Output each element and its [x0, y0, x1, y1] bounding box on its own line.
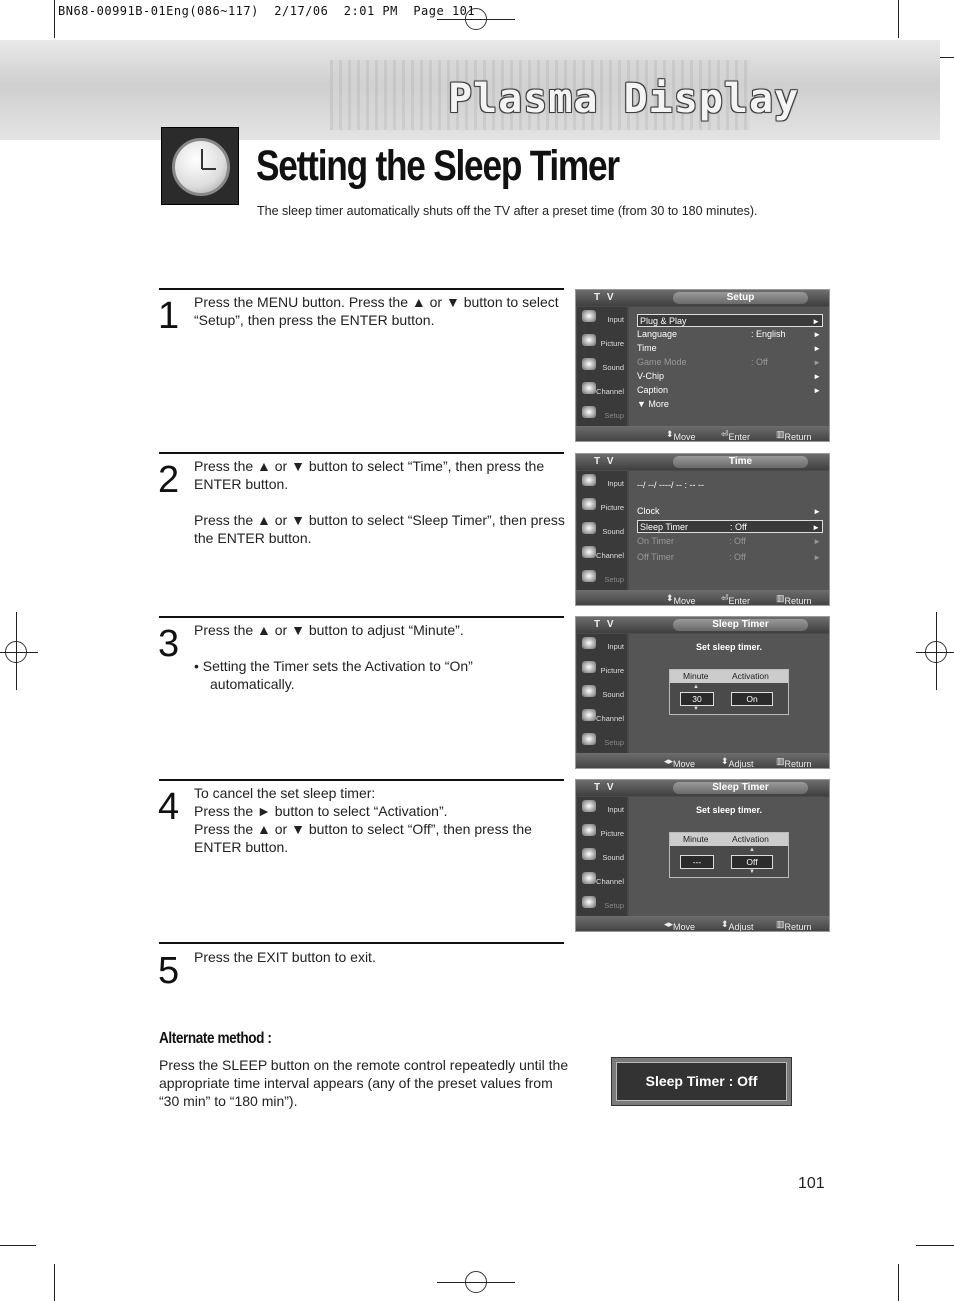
osd-row: Time ►	[637, 343, 821, 353]
osd-row: Plug & Play ►	[637, 314, 823, 327]
enter-hint: ⏎ Enter	[721, 429, 751, 442]
return-hint: ▥ Return	[776, 429, 812, 442]
enter-hint: ⏎ Enter	[721, 593, 751, 606]
osd-tv-label: T V	[594, 292, 616, 303]
step-paragraph: Press the ► button to select “Activation”.	[194, 803, 448, 819]
step-text	[194, 621, 566, 693]
step-divider	[159, 942, 564, 944]
step-number: 4	[158, 786, 180, 828]
input-icon	[582, 474, 596, 486]
osd-sidebar	[577, 797, 627, 917]
crop-mark	[916, 1245, 954, 1246]
osd-footer	[576, 916, 830, 932]
osd-side-input: Input	[579, 634, 627, 657]
picture-icon	[582, 661, 596, 673]
osd-row: ▼ More	[637, 399, 669, 409]
osd-footer	[576, 753, 830, 769]
osd-side-input: Input	[579, 307, 627, 330]
page-subtitle: The sleep timer automatically shuts off the TV after a preset time (from 30 to 180 minutes).	[257, 204, 758, 218]
osd-side-picture: Picture	[579, 331, 627, 354]
osd-side-sound: Sound	[579, 519, 627, 542]
return-hint: ▥ Return	[776, 593, 812, 606]
osd-tv-label: T V	[594, 456, 616, 467]
picture-icon	[582, 334, 596, 346]
osd-side-picture: Picture	[579, 495, 627, 518]
activation-field[interactable]: Off	[731, 855, 773, 869]
alternate-heading: Alternate method :	[159, 1030, 272, 1047]
picture-icon	[582, 824, 596, 836]
activation-header: Activation	[732, 671, 769, 681]
osd-row: Language : English ►	[637, 329, 821, 339]
osd-row: V-Chip ►	[637, 371, 821, 381]
osd-footer	[576, 426, 830, 442]
osd-row: Caption ►	[637, 385, 821, 395]
osd-sleep-timer-off	[575, 779, 830, 932]
sleep-timer-banner	[611, 1057, 792, 1106]
osd-footer	[576, 590, 830, 606]
osd-time-menu	[575, 453, 830, 606]
crop-mark	[898, 0, 899, 38]
crop-mark	[916, 652, 954, 653]
channel-icon	[582, 872, 596, 884]
osd-side-setup: Setup	[579, 730, 627, 753]
step-text	[194, 293, 566, 329]
crop-mark	[437, 1282, 515, 1283]
alternate-text: Press the SLEEP button on the remote control repeatedly until the appropriate time interval appears (any of the preset values from “30 min” to “180 min”).	[159, 1057, 569, 1109]
step-divider	[159, 616, 564, 618]
osd-side-channel: Channel	[579, 869, 627, 892]
step-number: 5	[158, 950, 180, 992]
setup-icon	[582, 896, 596, 908]
osd-row: Clock ►	[637, 506, 821, 516]
crop-mark	[54, 1264, 55, 1301]
clock-icon	[161, 127, 239, 205]
osd-side-setup: Setup	[579, 893, 627, 916]
crop-mark	[0, 1245, 36, 1246]
osd-side-sound: Sound	[579, 845, 627, 868]
channel-icon	[582, 382, 596, 394]
osd-title: Sleep Timer	[673, 782, 808, 794]
print-slug: BN68-00991B-01Eng(086~117) 2/17/06 2:01 PM Page 101	[58, 4, 476, 18]
osd-clock-line: --/ --/ ----/ -- : -- --	[637, 480, 704, 490]
sound-icon	[582, 522, 596, 534]
osd-side-channel: Channel	[579, 379, 627, 402]
step-text	[194, 948, 566, 966]
banner-title: Plasma Display	[448, 76, 800, 122]
input-icon	[582, 310, 596, 322]
step-number: 3	[158, 623, 180, 665]
osd-tv-label: T V	[594, 619, 616, 630]
channel-icon	[582, 546, 596, 558]
osd-title: Time	[673, 456, 808, 468]
arrow-down-icon: ▼	[749, 869, 755, 875]
step-paragraph: To cancel the set sleep timer:	[194, 785, 376, 801]
step-paragraph: Press the EXIT button to exit.	[194, 949, 376, 965]
osd-side-sound: Sound	[579, 682, 627, 705]
sleep-timer-banner-label: Sleep Timer : Off	[616, 1062, 787, 1101]
arrow-up-icon: ▲	[749, 847, 755, 853]
crop-mark	[936, 612, 937, 690]
crop-mark	[54, 0, 55, 38]
osd-sidebar	[577, 471, 627, 591]
step-paragraph: Press the ▲ or ▼ button to select “Time”, then press the ENTER button.	[194, 458, 545, 492]
step-divider	[159, 779, 564, 781]
return-hint: ▥ Return	[776, 756, 812, 769]
step-paragraph: Press the ▲ or ▼ button to select “Off”, then press the ENTER button.	[194, 821, 532, 855]
step-paragraph: Press the MENU button. Press the ▲ or ▼ button to select “Setup”, then press the ENTER button.	[194, 294, 559, 328]
osd-sidebar	[577, 634, 627, 754]
page-title: Setting the Sleep Timer	[256, 142, 619, 190]
arrow-up-icon: ▲	[693, 684, 699, 690]
osd-side-input: Input	[579, 797, 627, 820]
osd-side-input: Input	[579, 471, 627, 494]
minute-field[interactable]: 30	[680, 692, 714, 706]
step-divider	[159, 452, 564, 454]
adjust-hint: ⬍ Adjust	[721, 756, 754, 769]
step-number: 2	[158, 459, 180, 501]
osd-side-picture: Picture	[579, 658, 627, 681]
crop-mark	[898, 1264, 899, 1301]
activation-field[interactable]: On	[731, 692, 773, 706]
channel-icon	[582, 709, 596, 721]
osd-side-picture: Picture	[579, 821, 627, 844]
sleep-timer-panel	[669, 832, 789, 878]
sound-icon	[582, 685, 596, 697]
osd-row: Game Mode : Off ►	[637, 357, 821, 367]
step-paragraph: Press the ▲ or ▼ button to adjust “Minute”.	[194, 622, 464, 638]
osd-prompt: Set sleep timer.	[695, 805, 763, 815]
move-hint: ◂▸ Move	[664, 756, 696, 769]
step-divider	[159, 288, 564, 290]
osd-sleep-timer-on	[575, 616, 830, 769]
step-text	[194, 784, 534, 856]
osd-row: Off Timer : Off ►	[637, 552, 821, 562]
osd-setup-menu	[575, 289, 830, 442]
setup-icon	[582, 406, 596, 418]
crop-mark	[16, 612, 17, 690]
minute-header: Minute	[683, 834, 709, 844]
setup-icon	[582, 570, 596, 582]
osd-side-channel: Channel	[579, 706, 627, 729]
sound-icon	[582, 358, 596, 370]
osd-side-channel: Channel	[579, 543, 627, 566]
step-number: 1	[158, 295, 180, 337]
move-hint: ⬍ Move	[666, 429, 696, 442]
activation-header: Activation	[732, 834, 769, 844]
header-banner	[0, 40, 940, 140]
crop-mark	[437, 19, 515, 20]
osd-row: On Timer : Off ►	[637, 536, 821, 546]
step-bullet: • Setting the Timer sets the Activation to “On” automatically.	[194, 658, 473, 692]
osd-side-sound: Sound	[579, 355, 627, 378]
move-hint: ◂▸ Move	[664, 919, 696, 932]
osd-sidebar	[577, 307, 627, 427]
minute-header: Minute	[683, 671, 709, 681]
osd-title: Setup	[673, 292, 808, 304]
picture-icon	[582, 498, 596, 510]
osd-row: Sleep Timer : Off ►	[637, 520, 823, 533]
move-hint: ⬍ Move	[666, 593, 696, 606]
osd-tv-label: T V	[594, 782, 616, 793]
crop-mark	[0, 652, 38, 653]
minute-field[interactable]: ---	[680, 855, 714, 869]
return-hint: ▥ Return	[776, 919, 812, 932]
sound-icon	[582, 848, 596, 860]
osd-prompt: Set sleep timer.	[695, 642, 763, 652]
step-paragraph: Press the ▲ or ▼ button to select “Sleep Timer”, then press the ENTER button.	[194, 512, 565, 546]
step-text	[194, 457, 566, 547]
setup-icon	[582, 733, 596, 745]
adjust-hint: ⬍ Adjust	[721, 919, 754, 932]
osd-side-setup: Setup	[579, 567, 627, 590]
arrow-down-icon: ▼	[693, 706, 699, 712]
osd-side-setup: Setup	[579, 403, 627, 426]
input-icon	[582, 800, 596, 812]
sleep-timer-panel	[669, 669, 789, 715]
osd-title: Sleep Timer	[673, 619, 808, 631]
page-number: 101	[798, 1175, 825, 1192]
input-icon	[582, 637, 596, 649]
